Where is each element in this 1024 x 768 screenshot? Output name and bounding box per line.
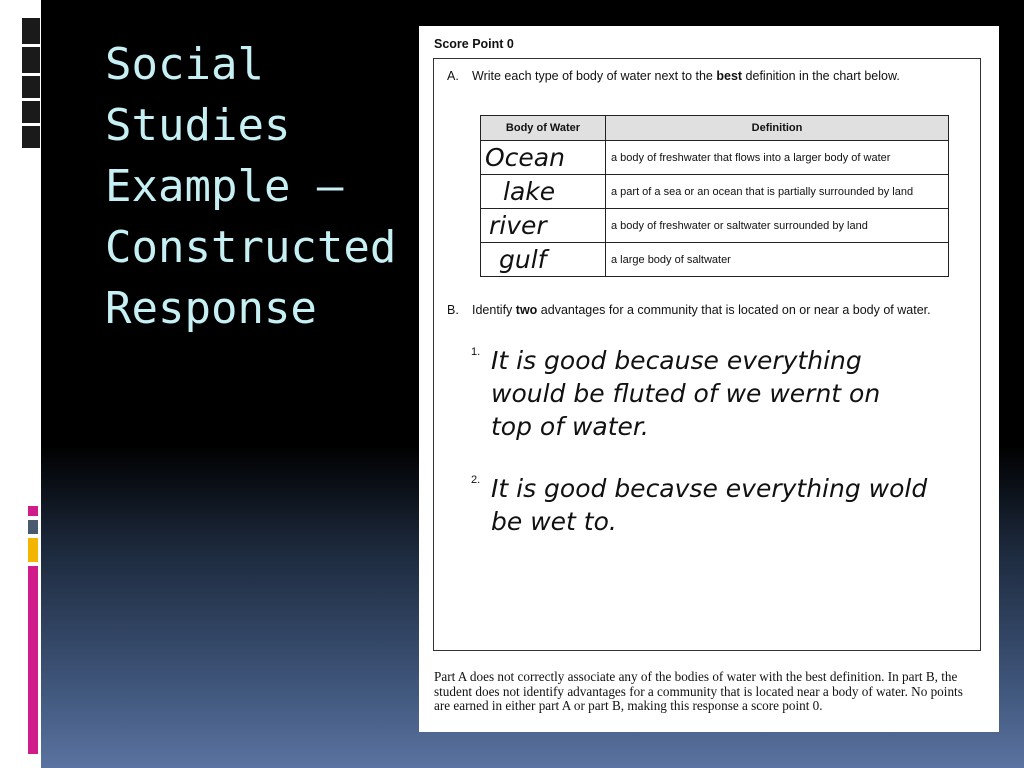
question-b-text: Identify two advantages for a community that is located on or near a body of water. bbox=[472, 303, 931, 317]
question-b bbox=[447, 303, 967, 318]
definition-cell: a part of a sea or an ocean that is partially surrounded by land bbox=[606, 175, 949, 209]
answer-text: It is good because everything would be fluted of we wernt on top of water. bbox=[491, 346, 881, 441]
scoring-explanation: Part A does not correctly associate any of the bodies of water with the best definition. In part B, the student does not identify advantages for a community that is located near a body of water. No points are earned in either part A or part B, making this response a score point 0. bbox=[434, 669, 963, 713]
answer-text: It is good becavse everything wold be wet to. bbox=[491, 474, 928, 536]
header-body-of-water: Body of Water bbox=[481, 116, 606, 141]
score-point-heading: Score Point 0 bbox=[434, 37, 514, 51]
handwritten-answer: Ocean bbox=[481, 141, 606, 175]
handwritten-answer: river bbox=[481, 209, 606, 243]
handwritten-answer: gulf bbox=[481, 243, 606, 277]
definition-cell: a body of freshwater that flows into a larger body of water bbox=[606, 141, 949, 175]
table-row bbox=[481, 209, 949, 243]
question-b-letter: B. bbox=[447, 303, 459, 317]
table-row bbox=[481, 243, 949, 277]
handwritten-answer-2 bbox=[471, 472, 941, 538]
answer-number: 1. bbox=[471, 346, 481, 358]
scanned-document bbox=[419, 26, 999, 732]
accent-bar-pink-small bbox=[28, 506, 38, 516]
table-row bbox=[481, 141, 949, 175]
handwritten-answer-1 bbox=[471, 344, 941, 443]
question-a-letter: A. bbox=[447, 69, 459, 83]
question-a-text: Write each type of body of water next to the best definition in the chart below. bbox=[472, 69, 900, 83]
body-of-water-table bbox=[480, 115, 949, 277]
definition-cell: a body of freshwater or saltwater surrounded by land bbox=[606, 209, 949, 243]
question-a bbox=[447, 69, 967, 84]
accent-bar-slate bbox=[28, 520, 38, 534]
header-definition: Definition bbox=[606, 116, 949, 141]
table-header-row bbox=[481, 116, 949, 141]
answer-number: 2. bbox=[471, 474, 481, 486]
bar-decoration bbox=[22, 18, 40, 151]
handwritten-answer: lake bbox=[481, 175, 606, 209]
accent-bar-gold bbox=[28, 538, 38, 562]
definition-cell: a large body of saltwater bbox=[606, 243, 949, 277]
accent-bar-pink-long bbox=[28, 566, 38, 754]
table-row bbox=[481, 175, 949, 209]
slide-title: Social Studies Example – Constructed Response bbox=[105, 39, 397, 334]
